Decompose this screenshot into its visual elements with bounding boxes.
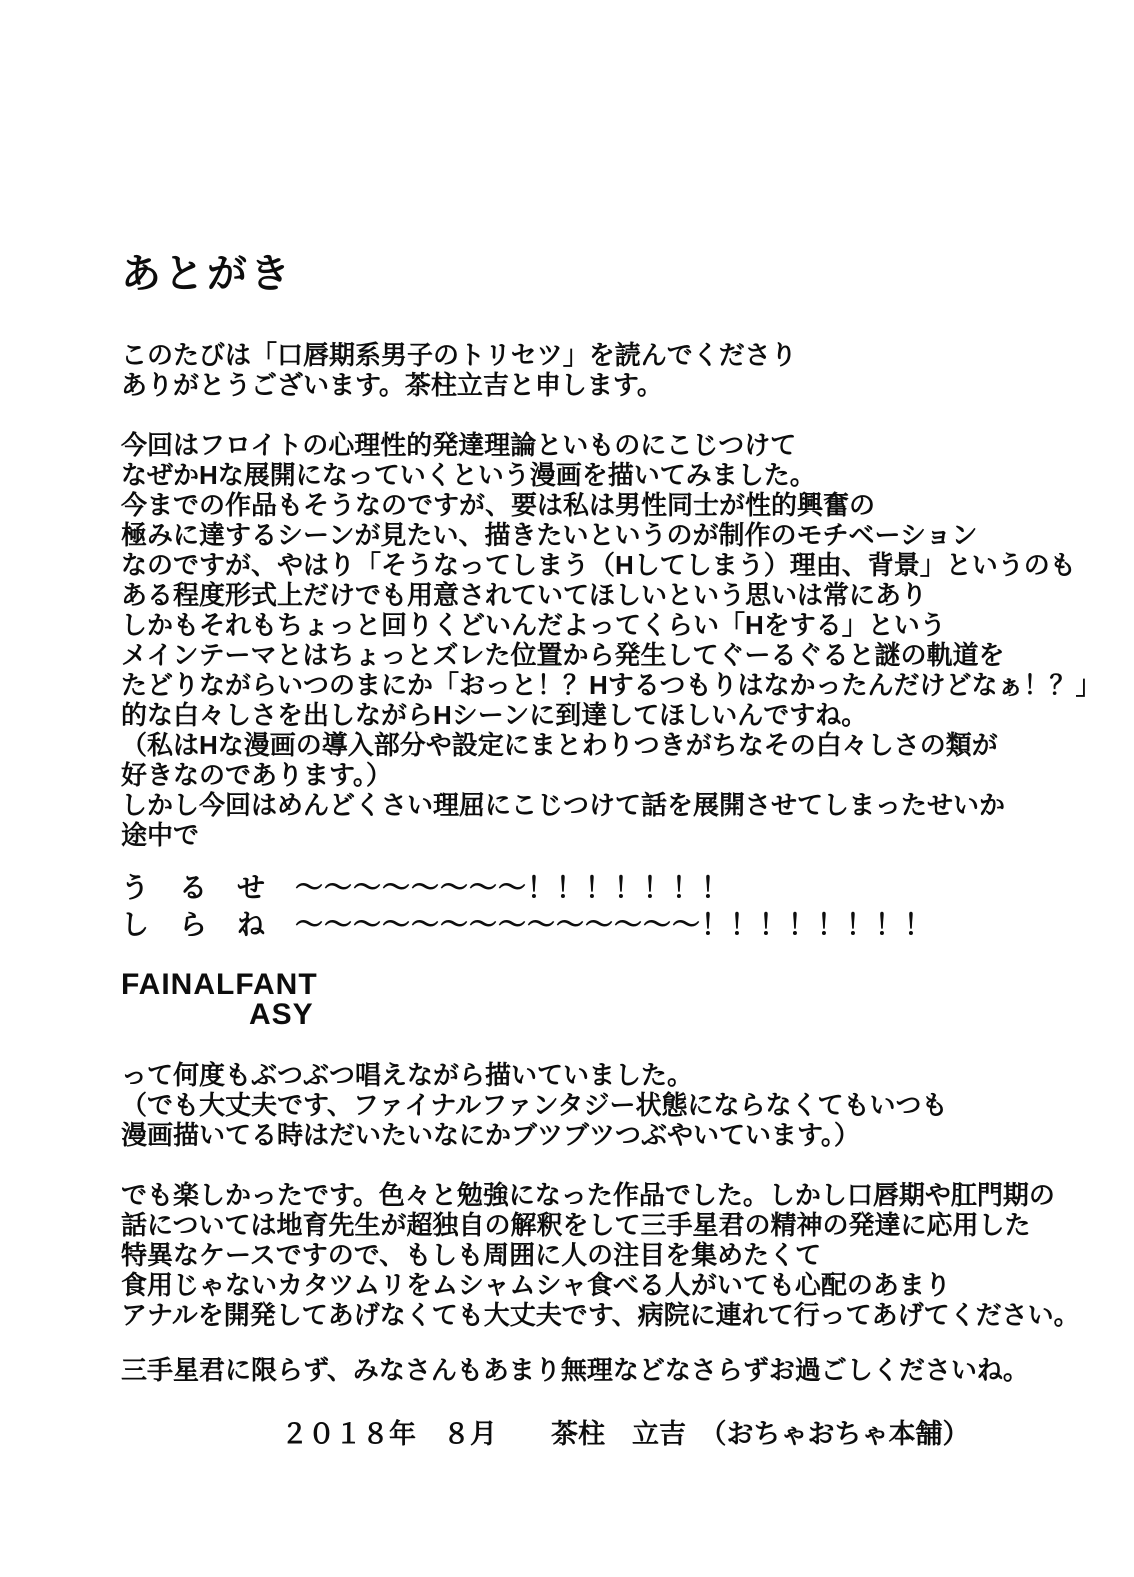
greeting-line: ありがとうございます。茶柱立吉と申します。 bbox=[121, 370, 663, 400]
body-line: 途中で bbox=[121, 820, 200, 850]
shout-line: う る せ ～～～～～～～～！！！！！！！ bbox=[121, 872, 731, 903]
note-line: 漫画描いてる時はだいたいなにかブツブツつぶやいています。） bbox=[121, 1120, 860, 1150]
body-line: ある程度形式上だけでも用意されていてほしいという思いは常にあり bbox=[121, 580, 928, 610]
body-line: （私はHな漫画の導入部分や設定にまとわりつきがちなその白々しさの類が bbox=[121, 730, 998, 760]
shout-line: し ら ね ～～～～～～～～～～～～～～！！！！！！！！ bbox=[121, 909, 934, 940]
chant-line: FAINALFANT bbox=[121, 968, 318, 1001]
body-line: しかし今回はめんどくさい理屈にこじつけて話を展開させてしまったせいか bbox=[121, 790, 1006, 820]
body-line: しかもそれもちょっと回りくどいんだよってくらい「Hをする」という bbox=[121, 610, 946, 640]
main-paragraph bbox=[121, 430, 1101, 850]
closing-line: 話については地育先生が超独自の解釈をして三手星君の精神の発達に応用した bbox=[121, 1210, 1031, 1240]
shout-paragraph bbox=[121, 869, 1101, 943]
page-title: あとがき bbox=[121, 252, 293, 296]
body-line: たどりながらいつのまにか「おっと！？Hするつもりはなかったんだけどなぁ！？」 bbox=[121, 670, 1102, 700]
farewell-line: 三手星君に限らず、みなさんもあまり無理などなさらずお過ごしくださいね。 bbox=[121, 1355, 1029, 1385]
afterword-content bbox=[121, 252, 1101, 1449]
greeting-paragraph bbox=[121, 340, 1101, 400]
body-line: メインテーマとはちょっとズレた位置から発生してぐーるぐると謎の軌道を bbox=[121, 640, 1005, 670]
chant-line-indented: ASY bbox=[249, 998, 314, 1031]
closing-line: アナルを開発してあげなくても大丈夫です、病院に連れて行ってあげてください。 bbox=[121, 1300, 1080, 1330]
body-line: なのですが、やはり「そうなってしまう（Hしてしまう）理由、背景」というのも bbox=[121, 550, 1076, 580]
body-line: 好きなのであります。） bbox=[121, 760, 392, 790]
body-line: 的な白々しさを出しながらHシーンに到達してほしいんですね。 bbox=[121, 700, 868, 730]
body-line: 今までの作品もそうなのですが、要は私は男性同士が性的興奮の bbox=[121, 490, 876, 520]
note-line: って何度もぶつぶつ唱えながら描いていました。 bbox=[121, 1060, 694, 1090]
closing-line: 食用じゃないカタツムリをムシャムシャ食べる人がいても心配のあまり bbox=[121, 1270, 951, 1300]
body-line: なぜかHな展開になっていくという漫画を描いてみました。 bbox=[121, 460, 816, 490]
closing-line: でも楽しかったです。色々と勉強になった作品でした。しかし口唇期や肛門期の bbox=[121, 1180, 1055, 1210]
chant-paragraph bbox=[121, 970, 1101, 1030]
greeting-line: このたびは「口唇期系男子のトリセツ」を読んでくださり bbox=[121, 340, 797, 370]
note-paragraph bbox=[121, 1060, 1101, 1150]
closing-line: 特異なケースですので、もしも周囲に人の注目を集めたくて bbox=[121, 1240, 822, 1270]
note-line: （でも大丈夫です、ファイナルファンタジー状態にならなくてもいつも bbox=[121, 1090, 948, 1120]
body-line: 極みに達するシーンが見たい、描きたいというのが制作のモチベーション bbox=[121, 520, 978, 550]
signoff-line: ２０１８年 ８月 茶柱 立吉 （おちゃおちゃ本舗） bbox=[281, 1419, 970, 1449]
body-line: 今回はフロイトの心理性的発達理論といものにこじつけて bbox=[121, 430, 797, 460]
closing-paragraph bbox=[121, 1180, 1101, 1330]
